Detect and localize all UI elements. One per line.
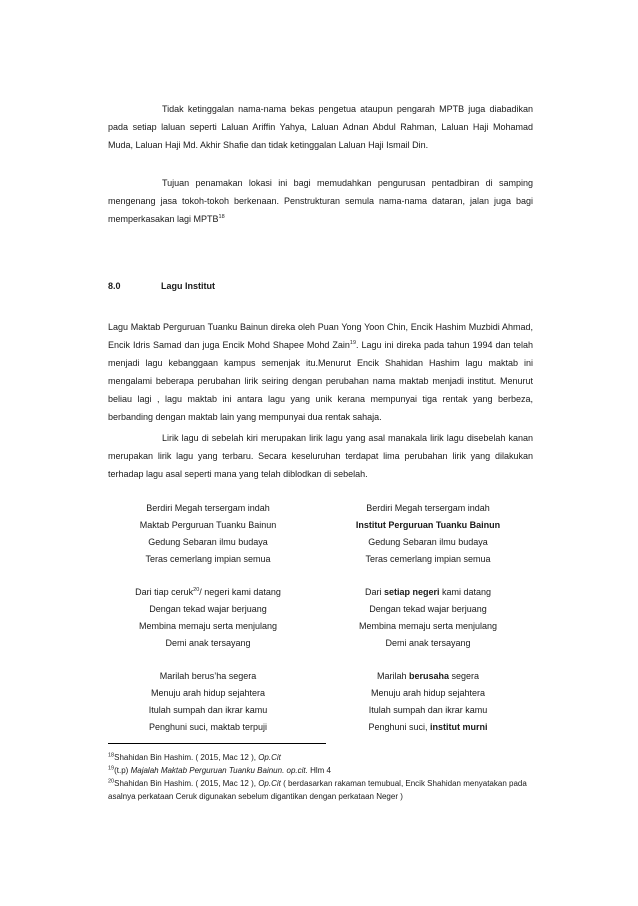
lyric-changed-text: setiap negeri <box>383 587 440 597</box>
lyrics-stanza <box>323 500 533 568</box>
lyric-line <box>108 584 308 601</box>
lyric-text: segera <box>449 671 480 681</box>
footnote-text: Shahidan Bin Hashim. ( 2015, Mac 12 ), <box>114 753 259 762</box>
footnote-italic-text: Op.Cit <box>258 779 281 788</box>
footnote-19 <box>108 764 538 777</box>
lyric-line: Demi anak tersayang <box>165 638 251 648</box>
lyric-changed-text: berusaha <box>408 671 449 681</box>
footnote-number: 18 <box>108 752 115 759</box>
paragraph-text: Lagu Maktab Perguruan Tuanku Bainun direka oleh Puan Yong Yoon Chin, Encik Hashim Muzbidi Ahmad, Encik Idris Samad dan juga Encik Mohd Shapee Mohd Zain <box>108 322 533 350</box>
footnote-number: 19 <box>108 765 115 772</box>
lyric-text: Marilah <box>376 671 409 681</box>
footnote-text: (t.p) <box>114 766 131 775</box>
lyric-line: Membina memaju serta menjulang <box>138 621 278 631</box>
footnote-text: Shahidan Bin Hashim. ( 2015, Mac 12 ), <box>114 779 259 788</box>
lyric-line: Menuju arah hidup sejahtera <box>150 688 266 698</box>
paragraph-text: Tujuan penamakan lokasi ini bagi memudahkan pengurusan pentadbiran di samping mengenang jasa tokoh-tokoh berkenaan. Penstrukturan semula nama-nama dataran, jalan juga bagi memperkasakan lagi MPTB <box>108 178 533 224</box>
lyric-line: Itulah sumpah dan ikrar kamu <box>148 705 268 715</box>
section-title: Lagu Institut <box>161 281 215 291</box>
lyric-line: Teras cemerlang impian semua <box>365 554 491 564</box>
lyric-line: Berdiri Megah tersergam indah <box>146 503 270 513</box>
footnote-ref-20[interactable]: 20 <box>193 587 200 593</box>
lyric-line: Gedung Sebaran ilmu budaya <box>148 537 268 547</box>
lyric-changed-text: Institut Perguruan Tuanku Bainun <box>355 520 501 530</box>
lyric-text: Dari <box>364 587 384 597</box>
footnotes <box>108 751 538 803</box>
section-heading <box>108 281 215 291</box>
lyric-line: Marilah berus’ha segera <box>159 671 257 681</box>
footnote-20 <box>108 777 538 803</box>
footnote-ref-19[interactable]: 19 <box>349 340 357 346</box>
footnote-text: Hlm 4 <box>307 766 331 775</box>
paragraph-lagu-maktab <box>108 318 533 426</box>
footnote-text: ( berdasarkan rakaman temubual, Encik Shahidan menyatakan pada asalnya perkataan Ceruk digunakan sebelum digantikan dengan perkataan Neger ) <box>108 779 527 801</box>
lyric-line: Maktab Perguruan Tuanku Bainun <box>139 520 277 530</box>
paragraph-text: Lirik lagu di sebelah kiri merupakan lirik lagu yang asal manakala lirik lagu disebelah kanan merupakan lirik lagu yang terbaru. Secara keseluruhan terdapat lima perubahan lirik yang dilakukan terhadap lagu asal seperti mana yang telah diblodkan di sebelah. <box>108 433 533 479</box>
footnote-italic-text: Majalah Maktab Perguruan Tuanku Bainun. op.cit. <box>130 766 308 775</box>
lyric-line: Dengan tekad wajar berjuang <box>369 604 487 614</box>
paragraph-pengetua <box>108 100 533 154</box>
lyrics-stanza <box>108 584 308 652</box>
lyric-changed-text: institut murni <box>430 722 488 732</box>
lyric-text: Dari tiap ceruk <box>135 587 194 597</box>
lyric-line: Berdiri Megah tersergam indah <box>366 503 490 513</box>
lyric-text: / negeri kami datang <box>199 587 281 597</box>
lyric-line: Gedung Sebaran ilmu budaya <box>368 537 488 547</box>
lyric-line <box>323 584 533 601</box>
paragraph-tujuan <box>108 174 533 228</box>
lyrics-revised-column <box>323 500 533 736</box>
lyrics-stanza <box>108 668 308 736</box>
lyrics-stanza <box>323 668 533 736</box>
paragraph-text-continued: . Lagu ini direka pada tahun 1994 dan telah menjadi lagu kebanggaan kampus semenjak itu.Menurut Encik Shahidan Hashim lagu maktab ini mengalami beberapa perubahan lirik seiring dengan perubahan nama maktab menjadi institut. Menurut beliau lagi , lagu maktab ini antara lagu yang unik kerana mempunyai tiga rentak yang berbeza, berbanding dengan maktab lain yang mempunyai dua rentak sahaja. <box>108 340 533 422</box>
lyric-line: Teras cemerlang impian semua <box>145 554 271 564</box>
lyric-line <box>323 517 533 534</box>
lyrics-original-column <box>108 500 308 736</box>
lyric-line: Menuju arah hidup sejahtera <box>370 688 486 698</box>
footnote-18 <box>108 751 538 764</box>
lyric-line <box>323 668 533 685</box>
lyrics-stanza <box>323 584 533 652</box>
lyrics-stanza <box>108 500 308 568</box>
lyric-text: Penghuni suci, <box>368 722 431 732</box>
lyric-line <box>323 719 533 736</box>
lyric-line: Dengan tekad wajar berjuang <box>149 604 267 614</box>
lyric-line: Itulah sumpah dan ikrar kamu <box>368 705 488 715</box>
footnote-italic-text: Op.Cit <box>258 753 281 762</box>
paragraph-lirik <box>108 429 533 483</box>
paragraph-text: Tidak ketinggalan nama-nama bekas pengetua ataupun pengarah MPTB juga diabadikan pada setiap laluan seperti Laluan Ariffin Yahya, Laluan Adnan Abdul Rahman, Laluan Haji Mohamad Muda, Laluan Haji Md. Akhir Shafie dan tidak ketinggalan Laluan Haji Ismail Din. <box>108 104 533 150</box>
lyric-line: Demi anak tersayang <box>385 638 471 648</box>
lyrics-comparison <box>108 500 533 736</box>
section-number: 8.0 <box>108 281 121 291</box>
lyric-line: Membina memaju serta menjulang <box>358 621 498 631</box>
footnote-divider <box>108 743 326 744</box>
footnote-number: 20 <box>108 778 115 785</box>
footnote-ref-18[interactable]: 18 <box>218 214 225 220</box>
lyric-line: Penghuni suci, maktab terpuji <box>148 722 268 732</box>
lyric-text: kami datang <box>439 587 492 597</box>
